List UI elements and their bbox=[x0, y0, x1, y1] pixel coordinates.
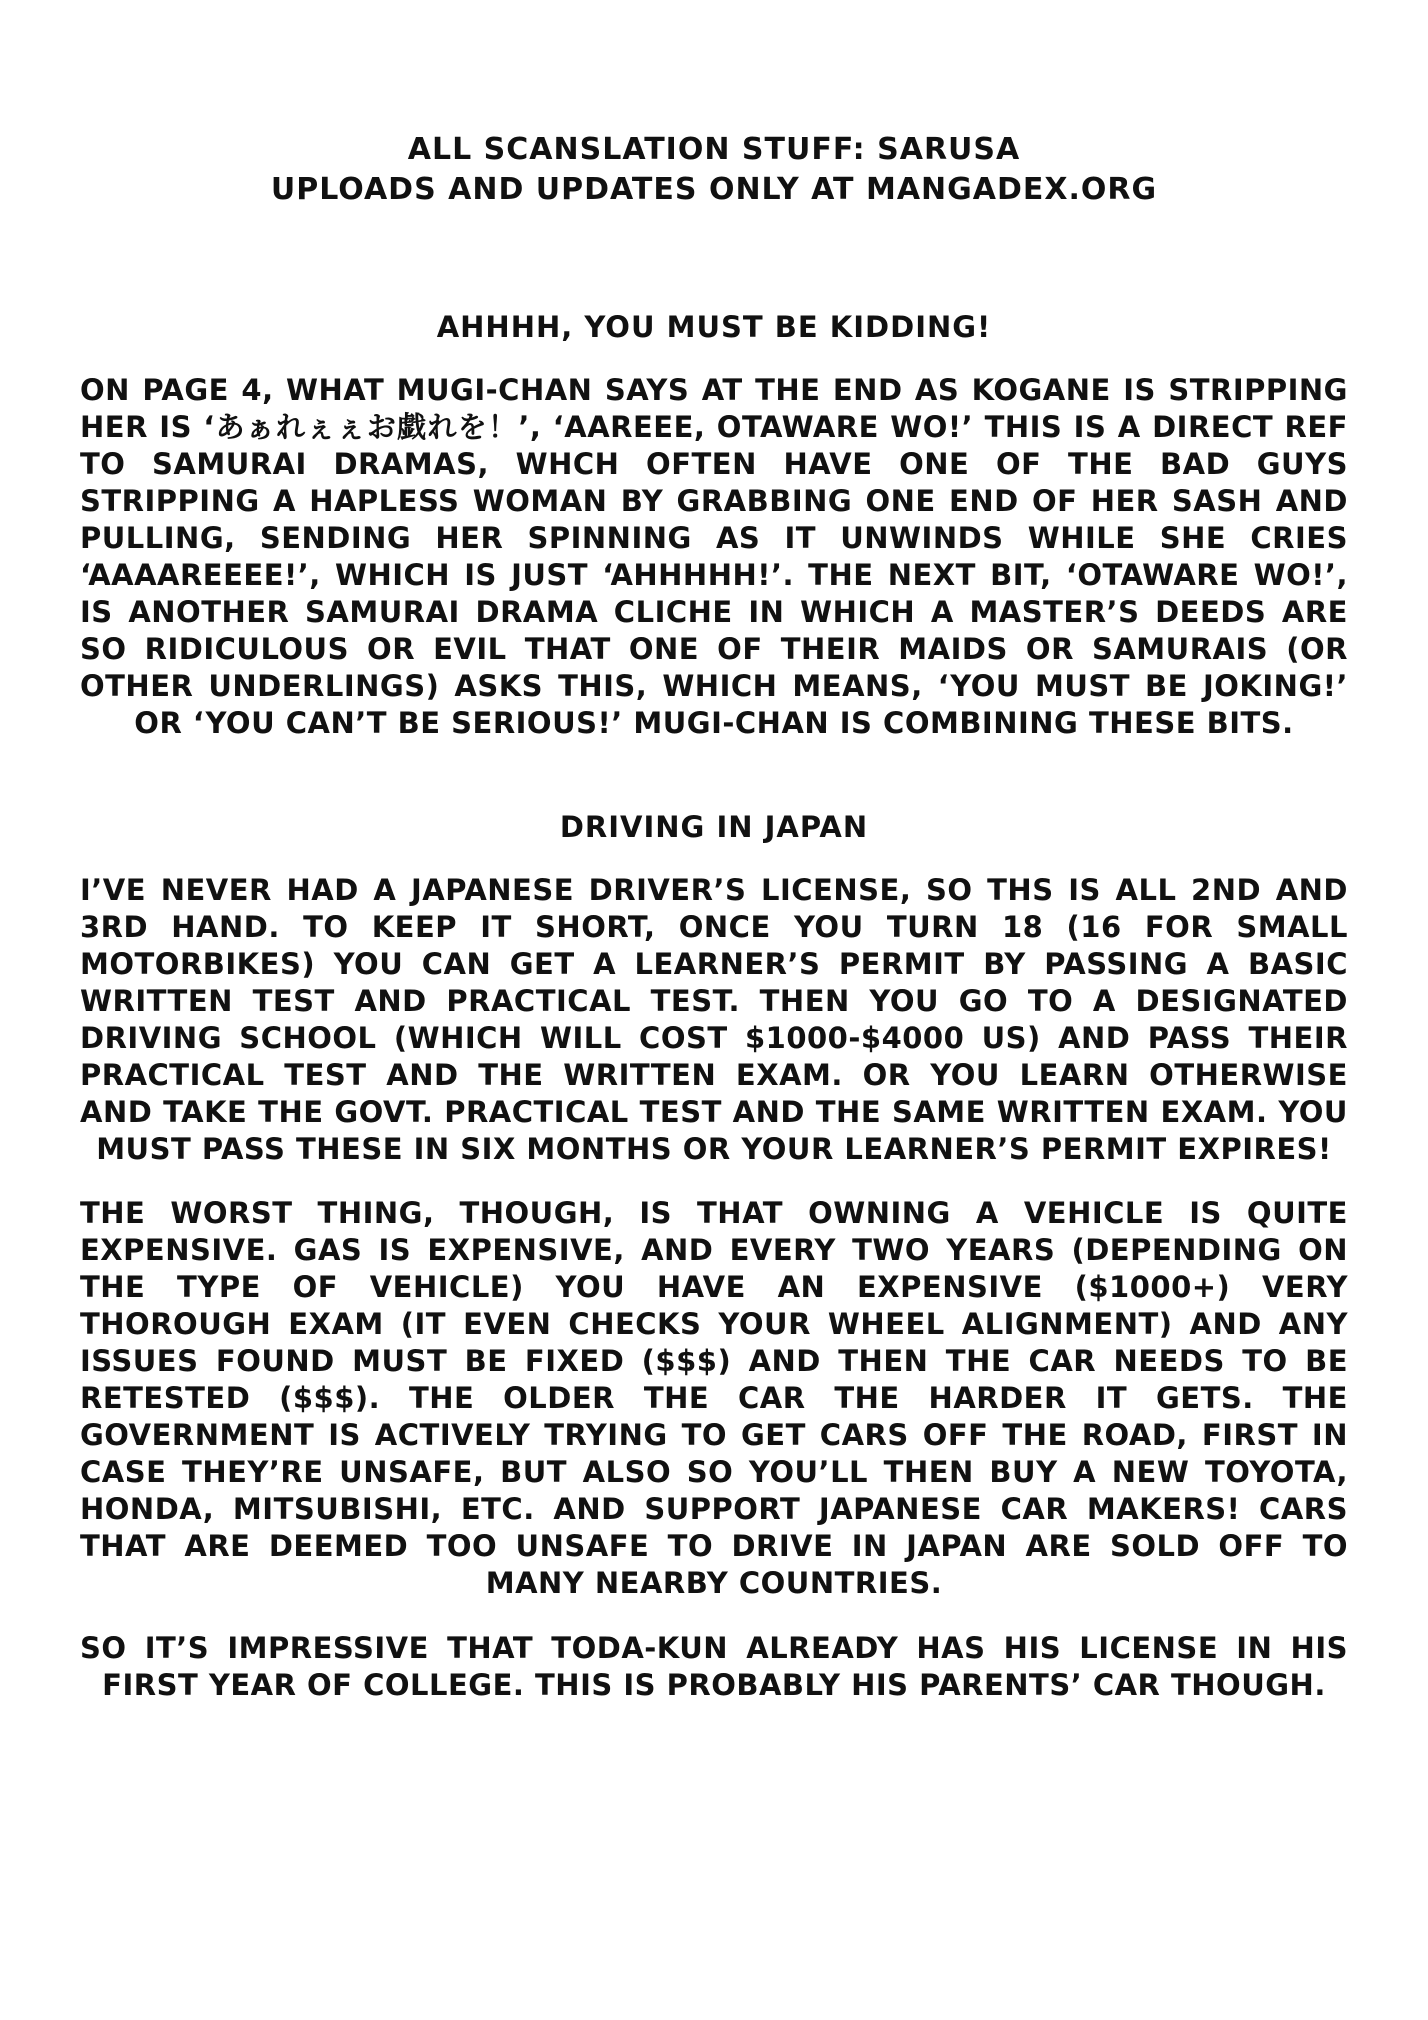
section-heading-kidding: AHHHH, YOU MUST BE KIDDING! bbox=[436, 310, 992, 344]
paragraph-vehicle-costs: THE WORST THING, THOUGH, IS THAT OWNING A VEHICLE IS QUITE EXPENSIVE. GAS IS EXPENSIVE, AND EVERY TWO YEARS (DEPENDING ON THE TYPE OF VEHICLE) YOU HAVE AN EXPENSIVE ($1000+) VERY THOROUGH EXAM (IT EVEN CHECKS YOUR WHEEL ALIGNMENT) AND ANY ISSUES FOUND MUST BE FIXED ($$$) AND THEN THE CAR NEEDS TO BE RETESTED ($$$). THE OLDER THE CAR THE HARDER IT GETS. THE GOVERNMENT IS ACTIVELY TRYING TO GET CARS OFF THE ROAD, FIRST IN CASE THEY’RE UNSAFE, BUT ALSO SO YOU’LL THEN BUY A NEW TOYOTA, HONDA, MITSUBISHI, ETC. AND SUPPORT JAPANESE CAR MAKERS! CARS THAT ARE DEEMED TOO UNSAFE TO DRIVE IN JAPAN ARE SOLD OFF TO MANY NEARBY COUNTRIES. bbox=[80, 1196, 1348, 1600]
paragraph-otaware-note: ON PAGE 4, WHAT MUGI-CHAN SAYS AT THE END AS KOGANE IS STRIPPING HER IS ‘あぁれぇぇお戯れを！’, ‘AAREEE, OTAWARE WO!’ THIS IS A DIRECT REF TO SAMURAI DRAMAS, WHCH OFTEN HAVE ONE OF THE BAD GUYS STRIPPING A HAPLESS WOMAN BY GRABBING ONE END OF HER SASH AND PULLING, SENDING HER SPINNING AS IT UNWINDS WHILE SHE CRIES ‘AAAAREEEE!’, WHICH IS JUST ‘AHHHHH!’. THE NEXT BIT, ‘OTAWARE WO!’, IS ANOTHER SAMURAI DRAMA CLICHE IN WHICH A MASTER’S DEEDS ARE SO RIDICULOUS OR EVIL THAT ONE OF THEIR MAIDS OR SAMURAIS (OR OTHER UNDERLINGS) ASKS THIS, WHICH MEANS, ‘YOU MUST BE JOKING!’ OR ‘YOU CAN’T BE SERIOUS!’ MUGI-CHAN IS COMBINING THESE BITS. bbox=[80, 373, 1348, 740]
paragraph-license-process: I’VE NEVER HAD A JAPANESE DRIVER’S LICENSE, SO THS IS ALL 2ND AND 3RD HAND. TO KEEP IT SHORT, ONCE YOU TURN 18 (16 FOR SMALL MOTORBIKES) YOU CAN GET A LEARNER’S PERMIT BY PASSING A BASIC WRITTEN TEST AND PRACTICAL TEST. THEN YOU GO TO A DESIGNATED DRIVING SCHOOL (WHICH WILL COST $1000-$4000 US) AND PASS THEIR PRACTICAL TEST AND THE WRITTEN EXAM. OR YOU LEARN OTHERWISE AND TAKE THE GOVT. PRACTICAL TEST AND THE SAME WRITTEN EXAM. YOU MUST PASS THESE IN SIX MONTHS OR YOUR LEARNER’S PERMIT EXPIRES! bbox=[80, 873, 1348, 1166]
credits-line-scanlator: ALL SCANSLATION STUFF: SARUSA bbox=[407, 132, 1021, 167]
credits-line-upload-site: UPLOADS AND UPDATES ONLY AT MANGADEX.ORG bbox=[270, 172, 1158, 207]
paragraph-toda-license: SO IT’S IMPRESSIVE THAT TODA-KUN ALREADY HAS HIS LICENSE IN HIS FIRST YEAR OF COLLEGE. THIS IS PROBABLY HIS PARENTS’ CAR THOUGH. bbox=[80, 1631, 1348, 1702]
section-heading-driving: DRIVING IN JAPAN bbox=[559, 810, 869, 844]
credits-block bbox=[80, 130, 1348, 210]
